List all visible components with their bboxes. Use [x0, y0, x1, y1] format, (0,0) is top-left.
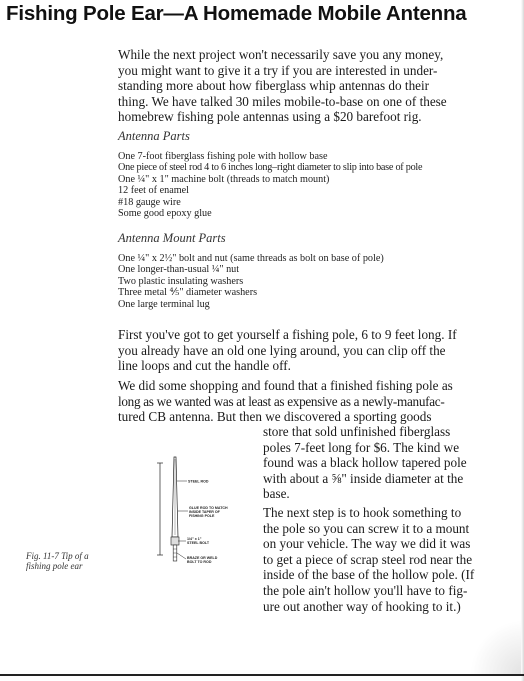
text-line: found was a black hollow tapered pole — [263, 455, 467, 471]
fishing-pole-figure — [150, 455, 260, 605]
list-item: Three metal ⅘" diameter washers — [118, 287, 258, 299]
antenna-parts-heading: Antenna Parts — [118, 129, 190, 143]
text-line: poles 7-feet long for $6. The kind we — [263, 439, 460, 455]
label-steel-rod: STEEL ROD — [188, 479, 209, 484]
text-line: on your vehicle. The way we did it was — [263, 536, 471, 552]
label-glue-line: GLUE ROD TO MATCH — [189, 506, 228, 510]
list-item: One piece of steel rod 4 to 6 inches long–right diameter to slip into base of pole — [118, 162, 423, 174]
text-line: We did some shopping and found that a finished fishing pole as — [118, 378, 453, 393]
mount-parts-list — [118, 253, 384, 310]
text-line: homebrew fishing pole antennas using a $20 barefoot rig. — [118, 109, 422, 125]
text-line: ure out another way of hooking to it.) — [263, 598, 461, 614]
text-line: the pole so you can screw it to a mount — [263, 520, 470, 536]
list-item: 12 feet of enamel — [118, 185, 189, 197]
text-line: you already have an old one lying around, you can clip off the — [118, 342, 446, 358]
text-line: While the next project won't necessarily save you any money, — [118, 47, 444, 62]
text-line: with about a ⅝" inside diameter at the — [263, 470, 464, 486]
text-line: line loops and cut the handle off. — [118, 358, 291, 374]
text-line: The next step is to hook something to — [263, 505, 462, 520]
paragraph-4 — [263, 505, 474, 614]
intro-paragraph — [118, 47, 447, 125]
label-weld-line: BRAZE OR WELD — [187, 556, 218, 560]
text-line: tured CB antenna. But then we discovered a sporting goods — [118, 409, 432, 425]
paragraph-2 — [118, 327, 457, 374]
text-line: First you've got to get yourself a fishing pole, 6 to 9 feet long. If — [118, 327, 457, 342]
leader-line — [177, 553, 186, 559]
label-glue-line: FISHING POLE — [189, 514, 215, 518]
page-title: Fishing Pole Ear—A Homemade Mobile Antenna — [6, 2, 467, 25]
paragraph-3-continued — [263, 424, 467, 502]
list-item: One longer-than-usual ¼" nut — [118, 264, 240, 276]
list-item: #18 gauge wire — [118, 196, 181, 208]
text-line: thing. We have talked 30 miles mobile-to-base on one of these — [118, 93, 447, 109]
text-line: you might want to give it a try if you are interested in under- — [118, 62, 438, 78]
mount-parts-heading: Antenna Mount Parts — [118, 231, 226, 245]
pole-base-shape — [171, 537, 179, 545]
label-weld-line: BOLT TO ROD — [187, 560, 212, 564]
list-item: Two plastic insulating washers — [118, 275, 244, 287]
list-item: One large terminal lug — [118, 298, 210, 310]
figure-caption: Fig. 11-7 Tip of a fishing pole ear — [26, 551, 89, 571]
text-line: long as we wanted was at least as expensive as a newly-manufac- — [118, 393, 445, 409]
text-line: store that sold unfinished fiberglass — [263, 424, 451, 439]
text-line: inside of the base of the hollow pole. (If — [263, 567, 475, 583]
paragraph-3 — [118, 378, 453, 425]
list-item: One ¼" x 1" machine bolt (threads to match mount) — [118, 173, 330, 185]
label-bolt-line: 1/4" x 1" — [187, 537, 202, 541]
text-line: the pole ain't hollow you'll have to fig- — [263, 582, 468, 598]
list-item: One ¼" x 2½" bolt and nut (same threads as bolt on base of pole) — [118, 253, 384, 264]
text-line: standing more about how fiberglass whip antennas do their — [118, 78, 430, 94]
list-item: Some good epoxy glue — [118, 208, 212, 220]
text-line: to get a piece of scrap steel rod near the — [263, 551, 473, 567]
bottom-rule — [0, 674, 524, 676]
list-item: One 7-foot fiberglass fishing pole with hollow base — [118, 151, 328, 162]
text-line: base. — [263, 486, 290, 502]
scan-shadow — [470, 620, 524, 674]
antenna-parts-list — [118, 151, 422, 219]
label-glue-line: INSIDE TAPER OF — [189, 510, 220, 514]
label-bolt-line: STEEL BOLT — [187, 541, 210, 545]
